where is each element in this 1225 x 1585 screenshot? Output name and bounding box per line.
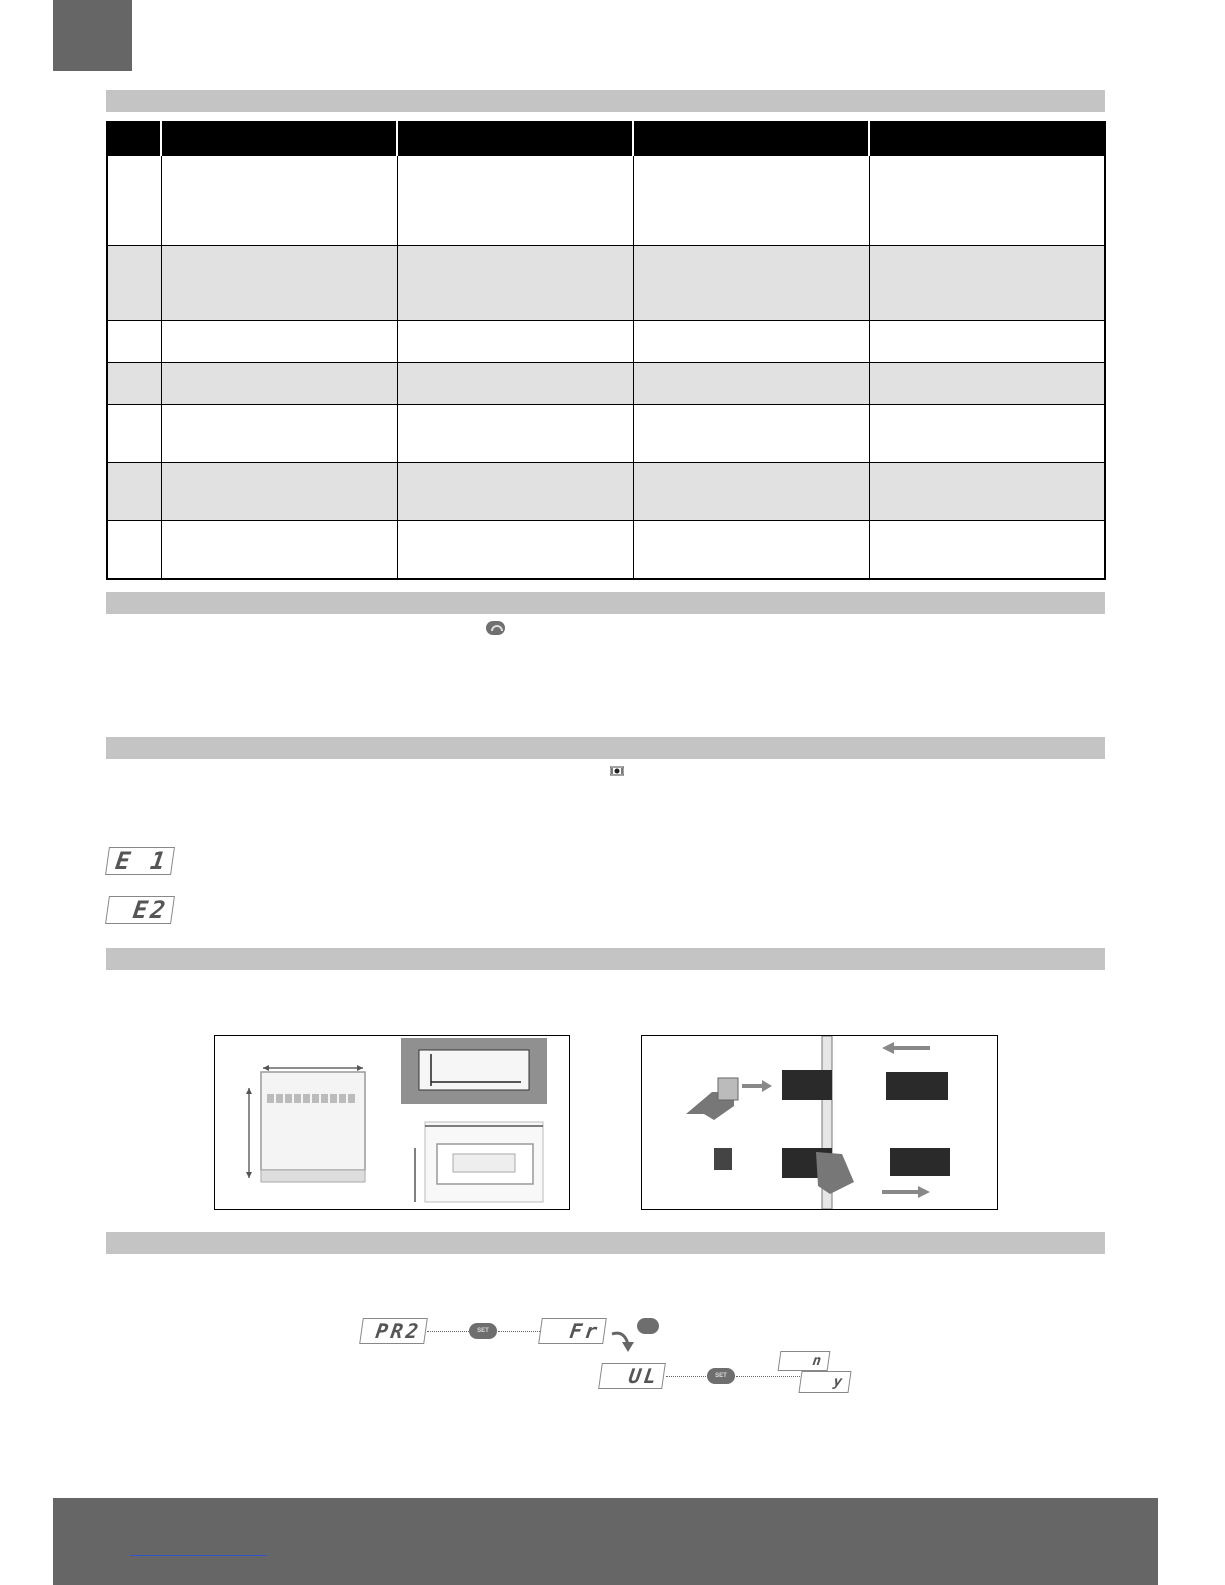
mounting-figure: [641, 1035, 998, 1210]
error-code-display-e2: E2: [105, 896, 175, 924]
up-key-icon: [486, 621, 505, 635]
table-header-cell: [107, 122, 161, 156]
set-button-icon: SET: [707, 1368, 735, 1384]
dimensions-drawing: [215, 1036, 569, 1209]
section-header-bar-1: [106, 90, 1105, 112]
table-row: [107, 246, 1105, 321]
mounting-drawing: [642, 1036, 997, 1209]
table-header-row: [107, 122, 1105, 156]
display-value-y: y: [798, 1371, 851, 1393]
curved-arrow-icon: [610, 1328, 636, 1354]
section-header-bar-3: [106, 737, 1105, 759]
display-pr2: PR2: [359, 1318, 428, 1344]
set-button-icon: SET: [469, 1323, 497, 1339]
dimensions-figure: [214, 1035, 570, 1210]
display-value-n: n: [778, 1351, 831, 1371]
table-header-cell: [869, 122, 1105, 156]
table-row: [107, 321, 1105, 363]
connector-line: [666, 1376, 706, 1377]
connector-line: [498, 1331, 540, 1332]
table-row: [107, 405, 1105, 463]
table-row: [107, 463, 1105, 521]
table-row: [107, 521, 1105, 579]
alarm-icon: [610, 766, 624, 776]
table-header-cell: [397, 122, 633, 156]
connector-line: [427, 1331, 469, 1332]
connector-line: [736, 1376, 800, 1377]
table-row: [107, 363, 1105, 405]
display-fr: Fr: [538, 1318, 607, 1344]
display-ul: UL: [598, 1363, 666, 1389]
error-code-display-e1: E 1: [105, 847, 175, 875]
down-button-icon: [637, 1318, 659, 1334]
page-tab-marker: [53, 0, 132, 71]
section-header-bar-4: [106, 948, 1105, 970]
footer-link-underline[interactable]: [130, 1555, 267, 1556]
footer-bar: [53, 1498, 1158, 1585]
table-row: [107, 156, 1105, 246]
section-header-bar-5: [106, 1232, 1105, 1254]
table-header-cell: [633, 122, 869, 156]
table-header-cell: [161, 122, 397, 156]
section-header-bar-2: [106, 592, 1105, 614]
specification-table: [106, 121, 1106, 580]
